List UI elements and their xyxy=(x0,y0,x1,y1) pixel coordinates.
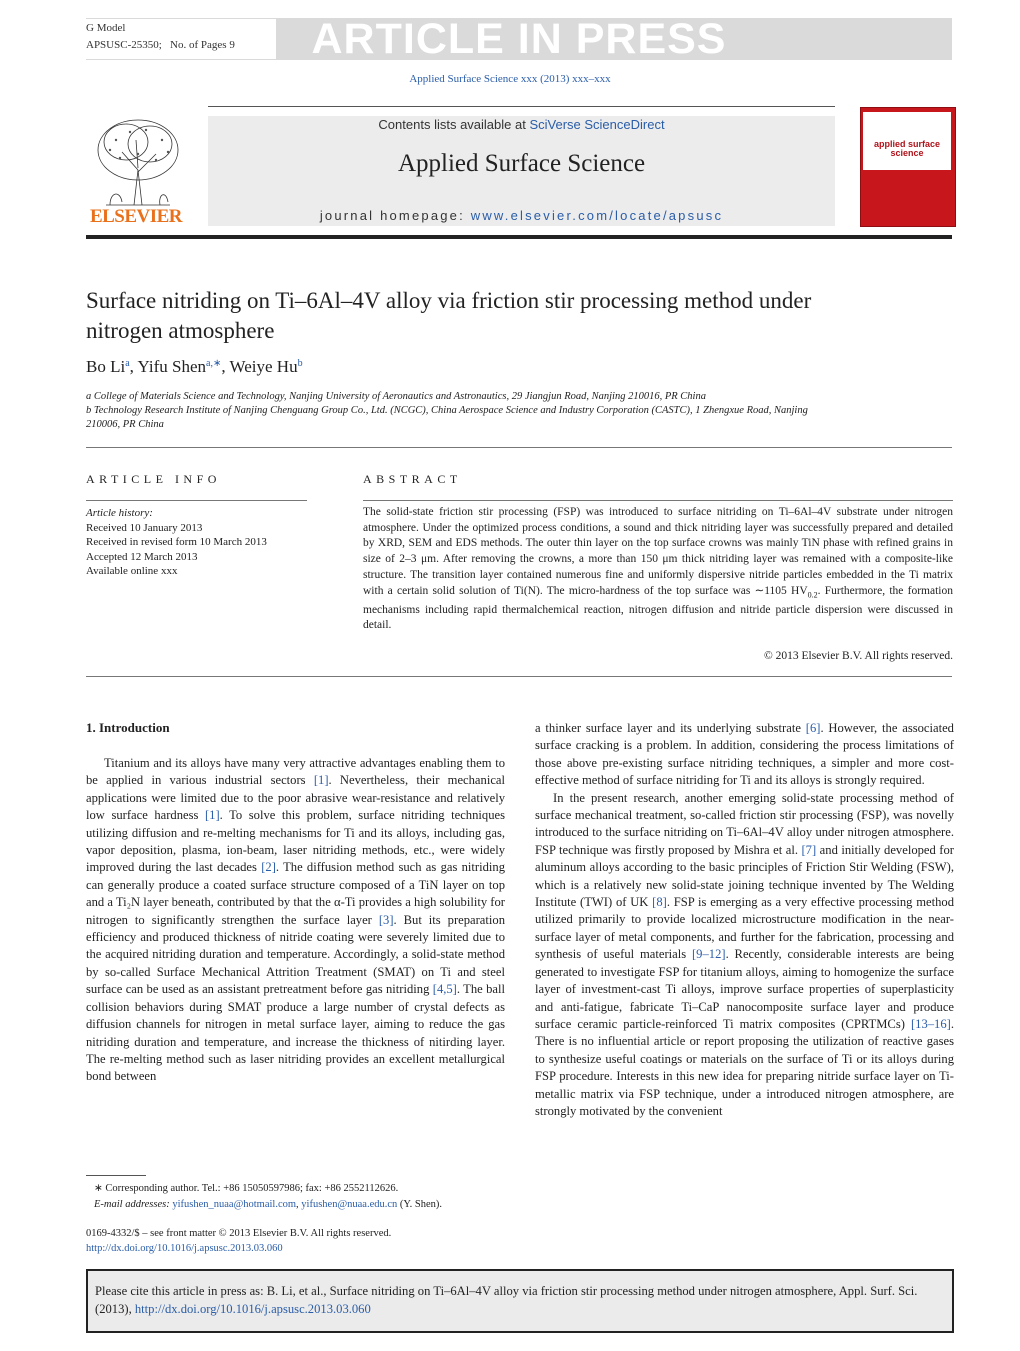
header-bottom-rule xyxy=(86,235,952,239)
body-text: . However, the associated surface cracking is a problem. In addition, considering the process limitations of those above pre-existing surface nitriding techniques, a simpler and more cost-effective method of surface nitriding for Ti and its alloys is strongly required. xyxy=(535,721,954,788)
email-link[interactable]: yifushen@nuaa.edu.cn xyxy=(301,1198,398,1210)
body-text: . To solve this problem, surface nitriding techniques utilizing diffusion and re-melting mechanisms for Ti and its alloys, including gas, vapor deposition, plasma, ion-beam, laser nitriding methods, etc., were widely improved during the last decades xyxy=(86,808,505,875)
article-info-heading: ARTICLE INFO xyxy=(86,472,221,486)
footnote-rule xyxy=(86,1175,146,1176)
author-sup[interactable]: a xyxy=(125,358,130,369)
author-name[interactable]: Weiye Hu xyxy=(229,357,298,376)
citation-ref-link[interactable]: [2] xyxy=(261,860,276,875)
issn-block xyxy=(86,1226,506,1256)
article-code: APSUSC-25350; xyxy=(86,39,162,51)
online-date: Available online xxx xyxy=(86,565,178,577)
copyright-notice: © 2013 Elsevier B.V. All rights reserved. xyxy=(764,650,953,662)
body-text: . The ball collision behaviors during SMAT produce a large number of crystal defects as diffusion channels for nitrogen in metal surface layer, aiming to reduce the gas nitriding duration and temperature, and increase the thickness of nitirding layer. The re-melting method such as laser nitriding provides an excellent metallurgical bond between xyxy=(86,982,505,1084)
abstract-text xyxy=(363,505,953,634)
body-text: . But its preparation efficiency and produced thickness of nitride coating were severely limited due to the acquired nitriding duration and temperature. Accordingly, a solid-state method by so-called Surface Mechanical Attrition Treatment (SMAT) on Ti and steel surface can be used as an assistant pretreatment before gas nitriding xyxy=(86,912,505,997)
citation-ref-link[interactable]: [9–12] xyxy=(691,947,726,962)
journal-reference[interactable]: Applied Surface Science xxx (2013) xxx–xxx xyxy=(409,73,611,85)
gmodel-label: G Model xyxy=(86,22,126,34)
email-prefix: E-mail addresses: xyxy=(94,1198,173,1210)
body-column-right xyxy=(535,720,954,1120)
body-text: a thinker surface layer and its underlying substrate xyxy=(535,721,806,735)
article-history xyxy=(86,506,267,579)
history-label: Article history: xyxy=(86,507,153,519)
body-text: In the present research, another emerging solid-state processing method of surface mechanical treatment, so-called friction stir processing (FSP), was novelly introduced to the surface nitriding on Ti–6Al–4V alloy under nitrogen atmosphere. FSP technique was firstly proposed by Mishra et al. xyxy=(535,790,954,857)
abstract-part-2: . Furthermore, the formation mechanisms including rapid thermalchemical reaction, nitrogen diffusion and nitride particle dispersion were discussed in detail. xyxy=(363,584,953,632)
page-count: No. of Pages 9 xyxy=(170,39,235,51)
author-name[interactable]: Bo Li xyxy=(86,357,126,376)
accepted-date: Accepted 12 March 2013 xyxy=(86,550,198,563)
abstract-part-1: The solid-state friction stir processing (FSP) was introduced to surface nitriding on Ti–6Al–4V substrate under nitrogen atmosphere. Under the optimized process conditions, a sound and thick nitriding layer was successfully prepared and detailed by XRD, SEM and EDS methods. The outer thin layer on the top surface crowns was mainly TiN phase with refined grains in size of 2–3 μm. After removing the crowns, a more than 150 μm thick nitriding layer was remained with a composite-like structure. The transition layer contained numerous fine and uniformly dispersive nitride particles embedded in the Ti matrix with a certain solid solution of Ti(N). The micro-hardness of the top surface was ∼1105 HV xyxy=(363,506,953,597)
citation-ref-link[interactable]: [7] xyxy=(801,842,817,857)
journal-homepage xyxy=(208,208,835,223)
author-sup[interactable]: b xyxy=(297,358,303,369)
body-text: Titanium and its alloys have many very attractive advantages enabling them to be applied in various industrial sectors xyxy=(86,756,505,788)
contents-line xyxy=(208,117,835,132)
citation-ref-link[interactable]: [13–16] xyxy=(910,1016,951,1031)
received-date: Received 10 January 2013 xyxy=(86,521,203,534)
paragraph xyxy=(535,790,954,1121)
homepage-prefix: journal homepage: xyxy=(319,208,471,223)
affiliation-b: b Technology Research Institute of Nanjing Chenguang Group Co., Ltd. (NCGC), China Aerospace Science and Industry Corporation (CASTC), 1 Zhengxue Road, Nanjing 210006, PR China xyxy=(86,405,808,430)
header-top-rule xyxy=(208,106,835,107)
author-name[interactable]: Yifu Shen xyxy=(137,357,207,376)
abstract-heading: ABSTRACT xyxy=(363,472,462,486)
body-text: . The diffusion method such as gas nitriding can generally produce a coated surface structure composed of a TiN layer on top and a Ti₂N layer beneath, contributed by that the α-Ti provides a high solubility for nitrogen to significantly strengthen the surface layer xyxy=(86,860,505,927)
body-text: . Recently, considerable interests are being generated to investigate FSP for titanium alloys, aiming to homogenize the surface layer of investment-cast Ti alloys, improve surface properties of superplasticity and anti-fatigue, fabricate Ti–CaP nanocomposite surface layer and produce surface ceramic particle-reinforced Ti matrix composites (CPRTMCs) xyxy=(535,947,954,1031)
body-text: . There is no influential article or report proposing the utilization of reactive gases to synthesize useful coatings or materials on the surface of Ti or its alloys during FSP procedure. Interests in this new idea for preparing nitride surface layer on Ti-metallic matrix via FSP technique, under a introduced nitrogen atmosphere, are strongly motivated by the convenient xyxy=(535,1016,954,1118)
citation-body: Please cite this article in press as: B. Li, et al., Surface nitriding on Ti–6Al–4V alloy via friction stir processing method under nitrogen atmosphere, Appl. Surf. Sci. (2013), xyxy=(95,1284,918,1316)
citation-text xyxy=(95,1283,947,1318)
corresponding-author-note: ∗ Corresponding author. Tel.: +86 15050597986; fax: +86 2552112626. xyxy=(94,1183,399,1194)
affiliation-a: a College of Materials Science and Technology, Nanjing University of Aeronautics and Astronautics, 29 Jiangjun Road, Nanjing 210016, PR China xyxy=(86,391,706,402)
elsevier-wordmark: ELSEVIER xyxy=(89,206,183,227)
doi-link[interactable]: http://dx.doi.org/10.1016/j.apsusc.2013.03.060 xyxy=(86,1243,283,1254)
body-text: . Nevertheless, their mechanical applications were limited due to the poor abrasive wear-resistance and relatively low surface hardness xyxy=(86,773,505,823)
footnotes xyxy=(86,1181,506,1212)
body-text: and initially developed for aluminum alloys according to the basic principles of Friction Stir Welding (FSW), which is a relatively new solid-state joining technique invented by The Welding Institute (TWI) of UK xyxy=(535,842,954,910)
front-matter-line: 0169-4332/$ – see front matter © 2013 Elsevier B.V. All rights reserved. xyxy=(86,1228,392,1239)
email-separator: , xyxy=(296,1198,302,1210)
paragraph xyxy=(535,720,954,790)
email-note xyxy=(86,1197,506,1213)
homepage-link[interactable]: www.elsevier.com/locate/apsusc xyxy=(470,208,724,223)
author-list: Bo Li$^a$, Yifu Shen$^{a,∗}$, Weiye Hu$^b$ xyxy=(86,357,303,376)
abstract-subscript: 0.2 xyxy=(807,589,818,599)
article-in-press-label: ARTICLE IN PRESS xyxy=(311,15,727,63)
email-link[interactable]: yifushen_nuaa@hotmail.com xyxy=(172,1198,297,1210)
body-text: . FSP is emerging as a very effective processing method utilized primarily to provide localized microstructure modification in the near-surface layer of metal components, and further for the fabrication, processing and synthesis of useful materials xyxy=(535,895,954,962)
divider xyxy=(86,676,952,677)
email-suffix: (Y. Shen). xyxy=(397,1198,443,1210)
citation-ref-link[interactable]: [1] xyxy=(204,808,220,823)
article-info-rule xyxy=(86,500,307,501)
citation-doi-link[interactable]: http://dx.doi.org/10.1016/j.apsusc.2013.03.060 xyxy=(134,1301,371,1316)
citation-ref-link[interactable]: [6] xyxy=(805,721,821,735)
citation-ref-link[interactable]: [3] xyxy=(378,912,394,927)
citation-ref-link[interactable]: [4,5] xyxy=(432,982,457,997)
citation-ref-link[interactable]: [1] xyxy=(313,773,329,788)
author-sup[interactable]: a,∗ xyxy=(206,358,222,369)
contents-prefix: Contents lists available at xyxy=(378,117,530,132)
gmodel-info xyxy=(86,20,235,54)
article-title: Surface nitriding on Ti–6Al–4V alloy via friction stir processing method under nitrogen atmosphere xyxy=(86,288,812,343)
divider xyxy=(86,447,952,448)
journal-cover-title: applied surface science xyxy=(873,139,941,158)
citation-ref-link[interactable]: [8] xyxy=(652,895,667,910)
revised-date: Received in revised form 10 March 2013 xyxy=(86,536,267,548)
sciencedirect-link[interactable]: SciVerse ScienceDirect xyxy=(529,117,665,132)
journal-name: Applied Surface Science xyxy=(397,150,646,177)
introduction-heading: 1. Introduction xyxy=(86,720,170,735)
body-column-left xyxy=(86,755,505,1086)
abstract-rule xyxy=(363,500,953,501)
